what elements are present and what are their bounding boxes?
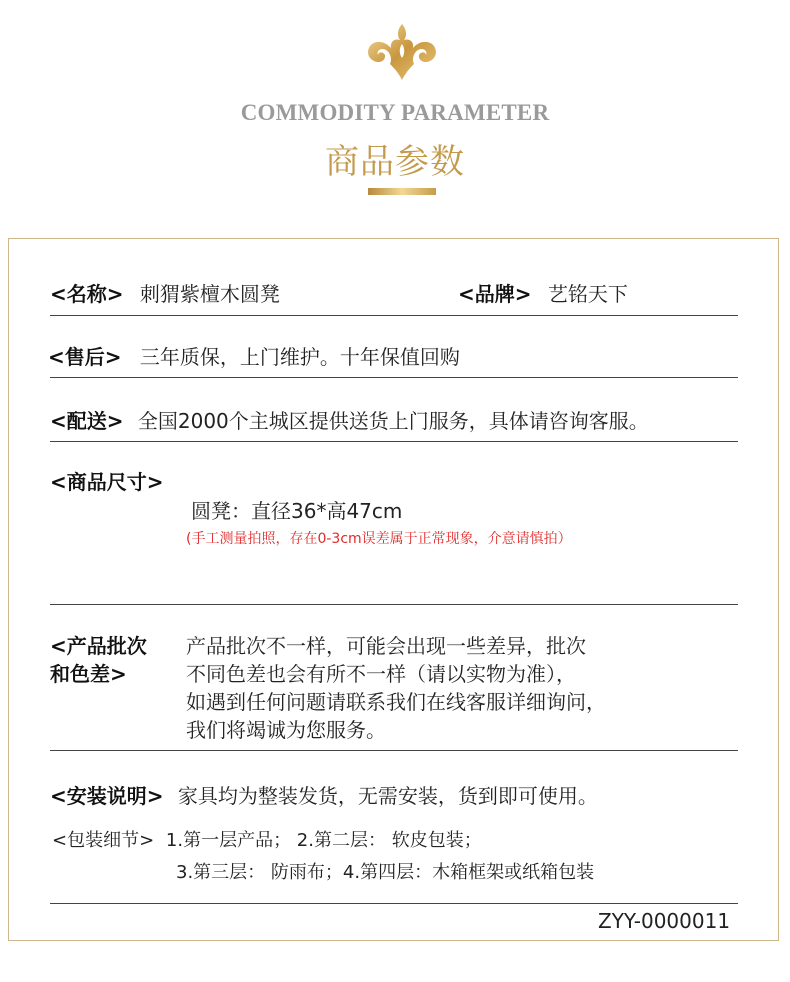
name-value: 刺猬紫檀木圆凳 — [139, 282, 280, 306]
name-row — [50, 280, 280, 308]
size-label-row — [50, 468, 164, 496]
batch-text-line-4: 我们将竭诚为您服务。 — [186, 718, 386, 742]
after-sales-value: 三年质保，上门维护。十年保值回购 — [139, 345, 460, 369]
brand-value: 艺铭天下 — [547, 282, 628, 306]
chinese-title: 商品参数 — [325, 142, 465, 182]
batch-text-line-1: 产品批次不一样，可能会出现一些差异，批次 — [186, 634, 586, 658]
batch-text-line-3: 如遇到任何问题请联系我们在线客服详细询问， — [186, 690, 606, 714]
divider — [50, 377, 738, 378]
divider — [50, 604, 738, 605]
divider — [50, 441, 738, 442]
install-value: 家具均为整装发货，无需安装，货到即可使用。 — [177, 784, 598, 808]
batch-text-line-2: 不同色差也会有所不一样（请以实物为准）， — [186, 662, 576, 686]
after-sales-label: <售后> — [48, 345, 122, 369]
batch-label-line-2 — [50, 660, 127, 688]
divider — [50, 750, 738, 751]
install-row — [50, 782, 598, 810]
sku-code: ZYY-0000011 — [598, 909, 731, 933]
packing-row-1 — [52, 827, 482, 855]
brand-label: <品牌> — [458, 282, 532, 306]
brand-row — [458, 280, 628, 308]
name-label: <名称> — [50, 282, 124, 306]
packing-line-1: 1.第一层产品； 2.第二层： 软皮包装； — [165, 830, 482, 851]
title-underline-bar — [368, 188, 436, 195]
size-note: (手工测量拍照，存在0-3cm误差属于正常现象，介意请慎拍） — [186, 531, 572, 547]
packing-label: <包装细节> — [52, 830, 155, 851]
divider — [50, 315, 738, 316]
packing-line-2: 3.第三层： 防雨布；4.第四层：木箱框架或纸箱包装 — [176, 862, 595, 883]
delivery-label: <配送> — [50, 409, 124, 433]
install-label: <安装说明> — [50, 784, 164, 808]
after-sales-row — [48, 343, 460, 371]
divider — [50, 903, 738, 904]
gold-ornament-logo-icon — [364, 22, 440, 82]
batch-label-2: 和色差> — [50, 662, 127, 686]
batch-label-1: <产品批次 — [50, 634, 147, 658]
english-title: COMMODITY PARAMETER — [240, 100, 550, 125]
batch-label-line-1 — [50, 632, 147, 660]
delivery-value: 全国2000个主城区提供送货上门服务，具体请咨询客服。 — [137, 409, 649, 433]
size-label: <商品尺寸> — [50, 470, 164, 494]
delivery-row — [50, 407, 649, 435]
size-value: 圆凳：直径36*高47cm — [191, 499, 403, 523]
